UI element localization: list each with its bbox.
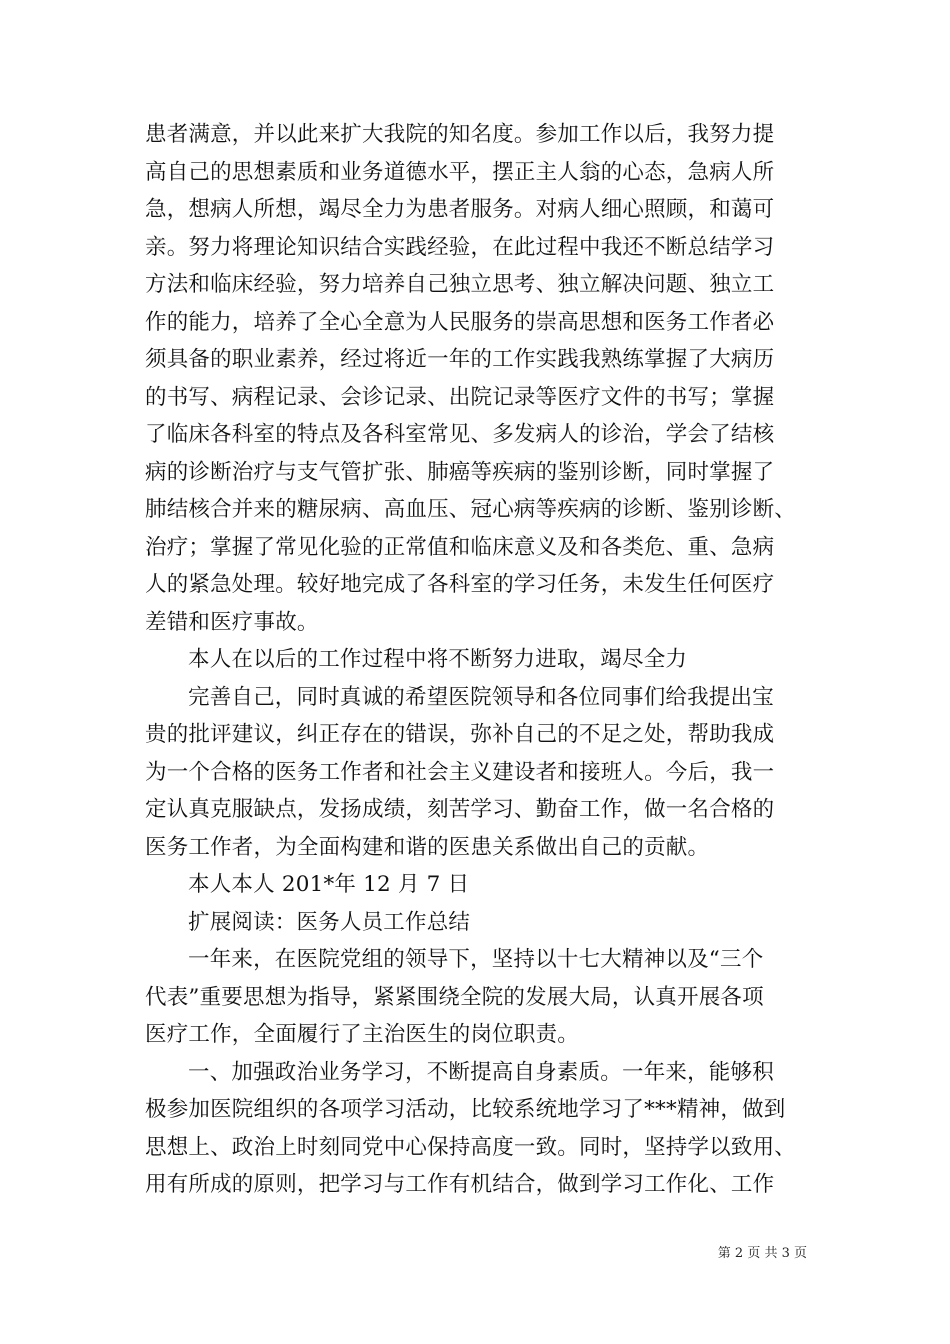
page-number: 第 2 页 共 3 页 <box>717 1246 807 1261</box>
text-line: 完善自己，同时真诚的希望医院领导和各位同事们给我提出宝 <box>188 684 774 710</box>
text-line: 医务工作者，为全面构建和谐的医患关系做出自己的贡献。 <box>145 834 710 860</box>
text-line: 高自己的思想素质和业务道德水平，摆正主人翁的心态，急病人所 <box>145 159 775 185</box>
text-line: 思想上、政治上时刻同党中心保持高度一致。同时，坚持学以致用、 <box>145 1134 797 1160</box>
text-line: 医疗工作，全面履行了主治医生的岗位职责。 <box>145 1022 580 1047</box>
document-body <box>145 116 825 1204</box>
text-line: 病的诊断治疗与支气管扩张、肺癌等疾病的鉴别诊断，同时掌握了 <box>145 459 775 485</box>
text-line: 方法和临床经验，努力培养自己独立思考、独立解决问题、独立工 <box>145 272 775 297</box>
text-line: 一年来，在医院党组的领导下，坚持以十七大精神以及“三个 <box>188 947 764 972</box>
text-line: 须具备的职业素养，经过将近一年的工作实践我熟练掌握了大病历 <box>145 347 775 372</box>
text-line: 人的紧急处理。较好地完成了各科室的学习任务，未发生任何医疗 <box>145 572 775 597</box>
text-line: 患者满意，并以此来扩大我院的知名度。参加工作以后，我努力提 <box>145 122 775 147</box>
text-line: 急，想病人所想，竭尽全力为患者服务。对病人细心照顾，和蔼可 <box>145 197 775 222</box>
text-line: 代表”重要思想为指导，紧紧围绕全院的发展大局，认真开展各项 <box>145 984 764 1010</box>
text-line: 差错和医疗事故。 <box>145 609 319 635</box>
text-line: 本人本人 201*年 12 月 7 日 <box>188 872 470 897</box>
text-line: 亲。努力将理论知识结合实践经验，在此过程中我还不断总结学习 <box>145 234 775 260</box>
text-line: 作的能力，培养了全心全意为人民服务的崇高思想和医务工作者必 <box>145 309 775 335</box>
text-line: 了临床各科室的特点及各科室常见、多发病人的诊治，学会了结核 <box>145 422 775 447</box>
text-line: 扩展阅读：医务人员工作总结 <box>188 909 471 935</box>
text-line: 极参加医院组织的各项学习活动，比较系统地学习了***精神，做到 <box>145 1097 786 1122</box>
text-line: 肺结核合并来的糖尿病、高血压、冠心病等疾病的诊断、鉴别诊断、 <box>145 497 797 522</box>
text-line: 的书写、病程记录、会诊记录、出院记录等医疗文件的书写；掌握 <box>145 384 775 410</box>
text-line: 为一个合格的医务工作者和社会主义建设者和接班人。今后，我一 <box>145 759 775 785</box>
text-line: 治疗；掌握了常见化验的正常值和临床意义及和各类危、重、急病 <box>145 534 775 560</box>
text-line: 贵的批评建议，纠正存在的错误，弥补自己的不足之处，帮助我成 <box>145 722 775 747</box>
text-line: 用有所成的原则，把学习与工作有机结合，做到学习工作化、工作 <box>145 1172 775 1197</box>
text-line: 一、加强政治业务学习，不断提高自身素质。一年来，能够积 <box>188 1059 774 1085</box>
text-line: 定认真克服缺点，发扬成绩，刻苦学习、勤奋工作，做一名合格的 <box>145 797 775 822</box>
text-line: 本人在以后的工作过程中将不断努力进取，竭尽全力 <box>188 647 688 672</box>
